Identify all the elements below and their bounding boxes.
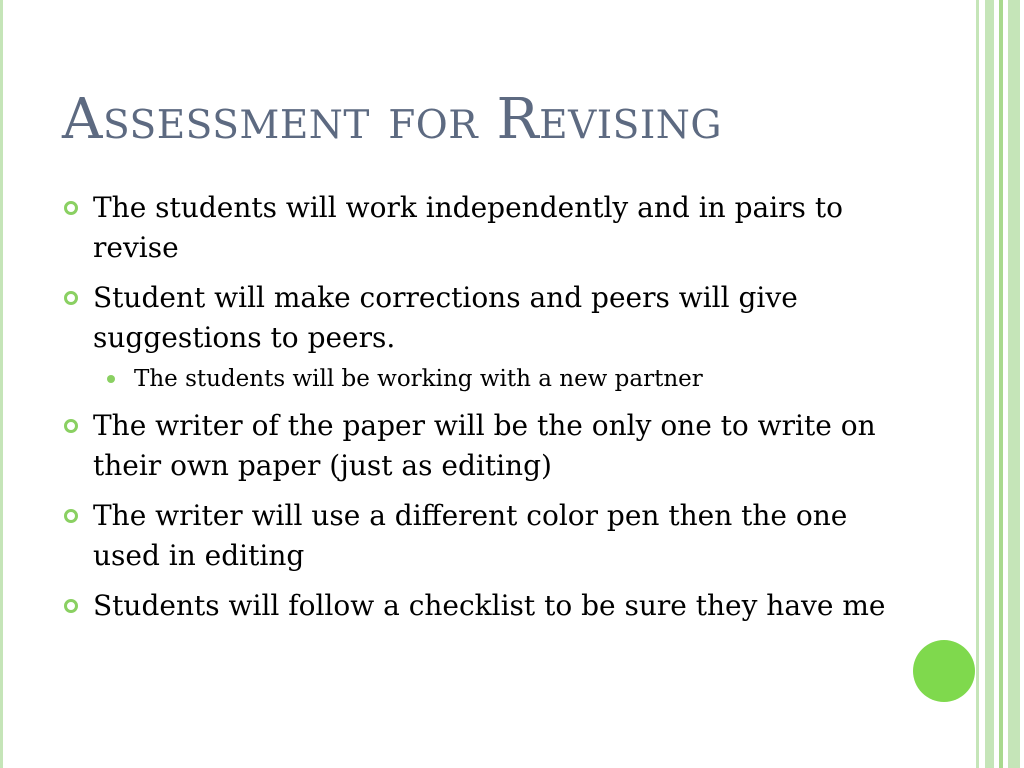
stripe bbox=[1008, 0, 1020, 768]
bullet-text: The students will work independently and in pairs to revise bbox=[93, 191, 843, 264]
bullet-item bbox=[64, 496, 904, 576]
dot-bullet-icon bbox=[107, 375, 115, 383]
ring-bullet-icon bbox=[64, 419, 78, 433]
bullet-item bbox=[64, 278, 904, 358]
ring-bullet-icon bbox=[64, 201, 78, 215]
bullet-item bbox=[64, 586, 904, 626]
stripe bbox=[985, 0, 994, 768]
bullet-item bbox=[64, 406, 904, 486]
sub-bullet-text: The students will be working with a new partner bbox=[134, 366, 703, 392]
slide-title: Assessment for Revising bbox=[62, 87, 723, 152]
bullet-text: The writer will use a different color pen then the one used in editing bbox=[93, 499, 848, 572]
stripe bbox=[999, 0, 1003, 768]
ring-bullet-icon bbox=[64, 291, 78, 305]
bullet-text: The writer of the paper will be the only one to write on their own paper (just as editing) bbox=[93, 409, 876, 482]
bullet-text: Student will make corrections and peers will give suggestions to peers. bbox=[93, 281, 798, 354]
sub-bullet-item bbox=[64, 362, 904, 396]
right-decorative-stripes bbox=[976, 0, 1024, 768]
bullet-list bbox=[64, 188, 904, 636]
bullet-item bbox=[64, 188, 904, 268]
left-border-line bbox=[0, 0, 3, 768]
bullet-text: Students will follow a checklist to be sure they have me bbox=[93, 589, 886, 622]
green-circle-decoration bbox=[913, 640, 975, 702]
ring-bullet-icon bbox=[64, 509, 78, 523]
ring-bullet-icon bbox=[64, 599, 78, 613]
stripe bbox=[976, 0, 979, 768]
